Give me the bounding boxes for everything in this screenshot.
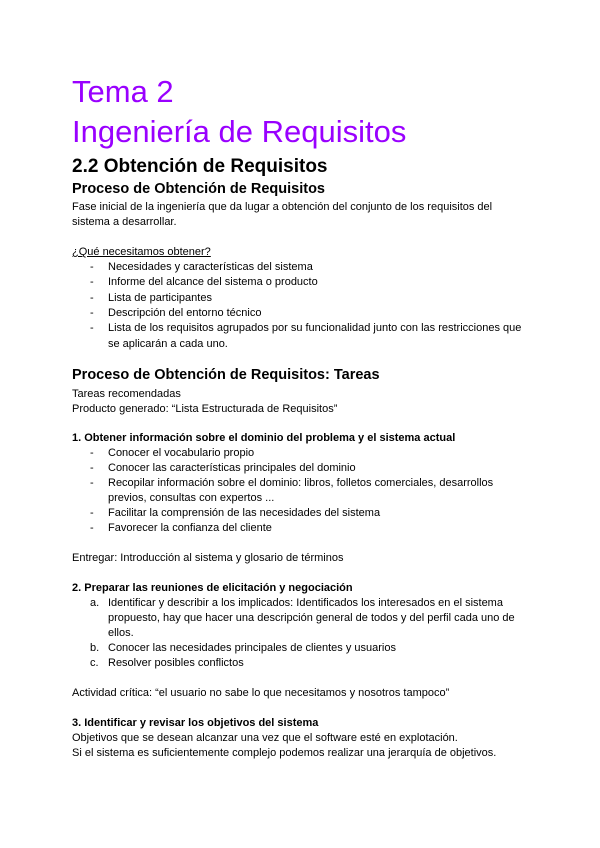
bullet-marker: - [90,522,94,534]
title-line-2: Ingeniería de Requisitos [72,114,407,149]
list-marker-b: b. [90,642,100,654]
task3-line-1: Objetivos que se desean alcanzar una vez que el software esté en explotación. [72,732,458,744]
task2-actividad: Actividad crítica: “el usuario no sabe lo que necesitamos y nosotros tampoco” [72,687,450,699]
task1-heading: 1. Obtener información sobre el dominio del problema y el sistema actual [72,432,456,444]
proceso-item: Necesidades y características del sistema [108,261,313,273]
proceso-question: ¿Qué necesitamos obtener? [72,246,211,258]
proceso-item: Descripción del entorno técnico [108,307,262,319]
bullet-marker: - [90,292,94,304]
task3-line-2: Si el sistema es suficientemente complejo podemos realizar una jerarquía de objetivos. [72,747,497,759]
bullet-marker: - [90,447,94,459]
producto-generado: Producto generado: “Lista Estructurada de Requisitos” [72,403,338,415]
task1-item: Conocer las características principales del dominio [108,462,356,474]
proceso-heading: Proceso de Obtención de Requisitos [72,181,325,197]
bullet-marker: - [90,462,94,474]
task1-item: Facilitar la comprensión de las necesidades del sistema [108,507,381,519]
bullet-marker: - [90,307,94,319]
bullet-marker: - [90,322,94,334]
task1-item: Conocer el vocabulario propio [108,447,255,459]
task1-item: Favorecer la confianza del cliente [108,522,272,534]
proceso-item: Informe del alcance del sistema o producto [108,276,318,288]
proceso-item-continuation: se aplicarán a cada uno. [108,338,228,350]
task2-item-a-line-1: Identificar y describir a los implicados: Identificados los interesados en el sistema [108,597,503,609]
task1-entregar: Entregar: Introducción al sistema y glosario de términos [72,552,344,564]
task2-item-b: Conocer las necesidades principales de clientes y usuarios [108,642,396,654]
task1-item: Recopilar información sobre el dominio: libros, folletos comerciales, desarrollos [108,477,494,489]
task3-heading: 3. Identificar y revisar los objetivos del sistema [72,717,319,729]
task1-item-continuation: previos, consultas con expertos ... [108,492,275,504]
task2-item-a-line-3: ellos. [108,627,134,639]
bullet-marker: - [90,477,94,489]
bullet-marker: - [90,261,94,273]
title-line-1: Tema 2 [72,74,174,109]
proceso-item: Lista de participantes [108,292,212,304]
tareas-recomendadas: Tareas recomendadas [72,388,181,400]
proceso-item: Lista de los requisitos agrupados por su funcionalidad junto con las restricciones que [108,322,522,334]
task2-item-c: Resolver posibles conflictos [108,657,244,669]
section-heading: 2.2 Obtención de Requisitos [72,156,328,177]
bullet-marker: - [90,507,94,519]
proceso-intro-line-2: sistema a desarrollar. [72,216,177,228]
list-marker-a: a. [90,597,100,609]
proceso-intro-line-1: Fase inicial de la ingeniería que da lugar a obtención del conjunto de los requisitos del [72,201,493,213]
tareas-heading: Proceso de Obtención de Requisitos: Tareas [72,367,380,383]
bullet-marker: - [90,276,94,288]
list-marker-c: c. [90,657,99,669]
task2-heading: 2. Preparar las reuniones de elicitación y negociación [72,582,353,594]
task2-item-a-line-2: propuesto, hay que hacer una descripción general de todos y del perfil cada uno de [108,612,515,624]
